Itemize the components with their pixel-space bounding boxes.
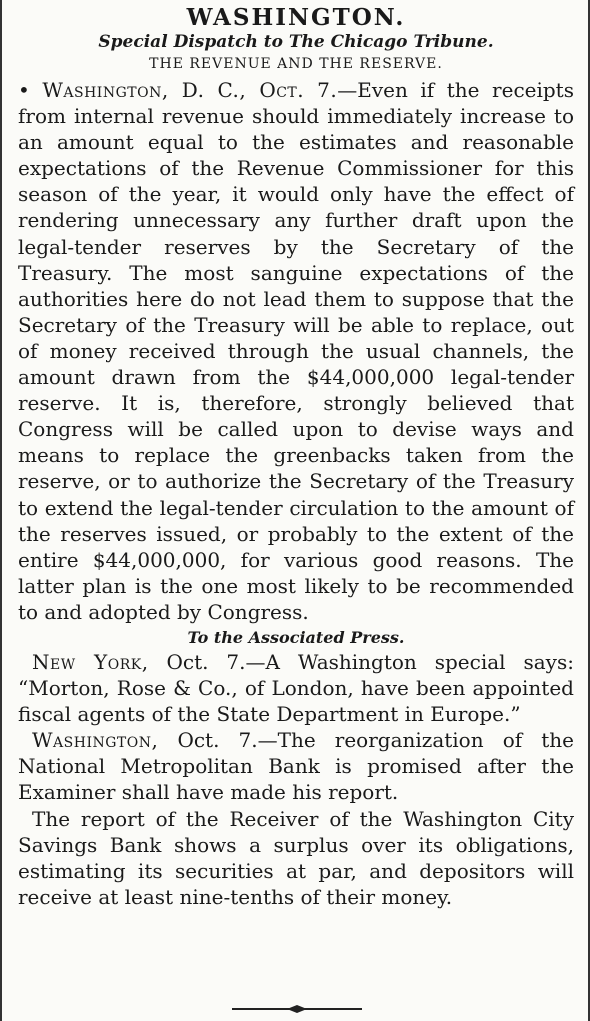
headline: WASHINGTON. (186, 4, 406, 31)
section-heading: THE REVENUE AND THE RESERVE. (149, 56, 443, 72)
article-body: —Even if the receipts from internal revenue should immediately increase to an amount equal to the estimates and reasonable expectations of the Revenue Commissioner for this season of the year, it would only have the effect of rendering unnecessary any further draft upon the legal-tender reserves by the Secretary of the Treasury. The most sanguine expectations of the authorities here do not lead them to suppose that the Secretary of the Treasury will be able to replace, out of money received through the usual channels, the amount drawn from the $44,000,000 legal-tender reserve. It is, therefore, strongly believed that Congress will be called upon to devise ways and means to replace the greenbacks taken from the reserve, or to authorize the Secretary of the Treasury to extend the legal-tender circulation to the amount of the reserves issued, or probably to the extent of the entire $44,000,000, for various good reasons. The latter plan is the one most likely to be recommended to and adopted by Congress. (18, 78, 574, 624)
article-body: Oct. 7.—A Washington special says: “Morton, Rose & Co., of London, have been appointed fiscal agents of the State Department in Europe.” (18, 649, 574, 727)
dateline: Washington, (32, 728, 159, 753)
section-divider (232, 1005, 362, 1013)
article-savings-bank (18, 806, 574, 910)
byline: To the Associated Press. (187, 627, 405, 647)
dateline: New York, (32, 649, 149, 674)
article-body: Oct. 7.—The reorganization of the National Metropolitan Bank is promised after the Examiner shall have made his report. (18, 728, 574, 805)
article-revenue-reserve (18, 77, 574, 625)
bullet-mark: • (18, 78, 30, 102)
article-body: The report of the Receiver of the Washington City Savings Bank shows a surplus over its obligations, estimating its securities at par, and depositors will receive at least nine-tenths of their money. (18, 806, 574, 909)
dispatch-line: Special Dispatch to The Chicago Tribune. (98, 32, 494, 52)
article-metropolitan-bank (18, 727, 574, 805)
dateline: Washington, D. C., Oct. 7. (42, 78, 338, 102)
article-new-york (18, 649, 574, 727)
